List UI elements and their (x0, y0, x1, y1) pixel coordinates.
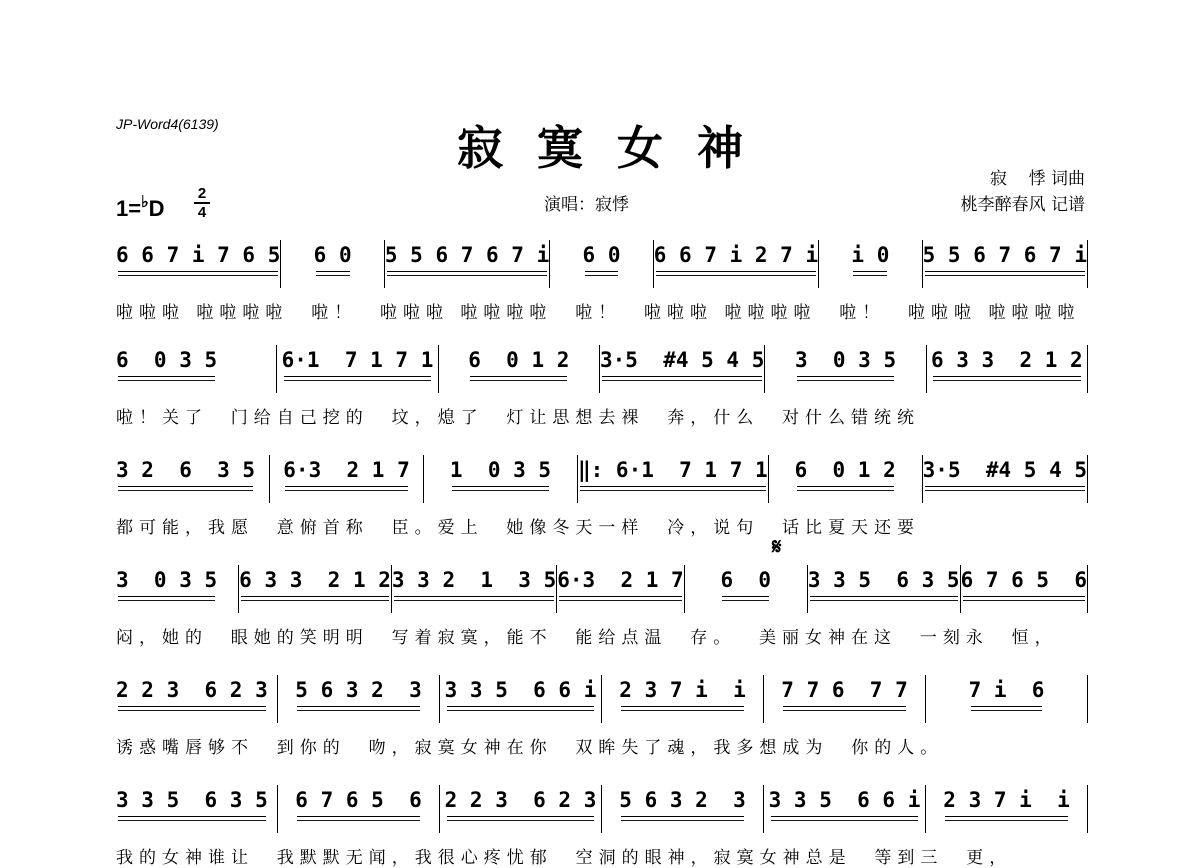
measure (439, 675, 601, 723)
measure-notes: 3 0 3 5 (795, 345, 896, 375)
measure (439, 785, 601, 833)
measure-notes: 6 3 3 2 1 2 (931, 345, 1083, 375)
notation-line (116, 675, 1088, 723)
measure-notes: 5 6 3 2 3 (295, 675, 421, 705)
lyrics-line: 我的女神谁让 我默默无闻，我很心疼忧郁 空洞的眼神，寂寞女神总是 等到三 更， (116, 848, 1013, 868)
lyrics-line: 啦！关了 门给自己挖的 坟，熄了 灯让思想去裸 奔，什么 对什么错统统 (116, 408, 921, 428)
measure-notes: 5 5 6 7 6 7 i (923, 240, 1087, 270)
key-prefix: 1= (116, 196, 142, 221)
measure-notes: i 0 (851, 240, 889, 270)
measure (926, 345, 1088, 393)
segno-symbol: 𝄋 (772, 535, 782, 560)
measure-notes: 6·3 2 1 7 (557, 565, 683, 595)
measure (116, 785, 277, 833)
measure (391, 565, 556, 613)
measure (684, 565, 807, 613)
measure-notes: 5 6 3 2 3 (619, 785, 745, 815)
lyricist-composer-credit: 寂 悸 词曲 (989, 169, 1085, 189)
measure (116, 240, 280, 288)
key-signature (116, 192, 165, 222)
time-signature (194, 186, 210, 220)
measure-notes: 2 2 3 6 2 3 (116, 675, 268, 705)
measure (577, 455, 768, 503)
measure-notes: 6 0 (720, 565, 771, 595)
notation-line (116, 240, 1088, 288)
notation-line (116, 345, 1088, 393)
measure (280, 240, 384, 288)
measure-notes: 6·3 2 1 7 (283, 455, 409, 485)
lyrics-line: 啦啦啦 啦啦啦啦 啦！ 啦啦啦 啦啦啦啦 啦！ 啦啦啦 啦啦啦啦 啦！ 啦啦啦 啦啦啦啦 (116, 303, 1081, 323)
measure (549, 240, 653, 288)
measure-notes: 3·5 #4 5 4 5 (923, 455, 1087, 485)
notation-line (116, 785, 1088, 833)
measure-notes: 3 0 3 5 (116, 565, 217, 595)
key-note: D (148, 196, 165, 221)
measure (116, 345, 276, 393)
measure-notes: 6 7 6 5 6 (295, 785, 421, 815)
notation-line (116, 455, 1088, 503)
measure (768, 455, 922, 503)
measure (960, 565, 1088, 613)
lyrics-line: 诱惑嘴唇够不 到你的 吻，寂寞女神在你 双眸失了魂，我多想成为 你的人。 (116, 738, 944, 758)
measure-notes: 6 6 7 i 2 7 i (654, 240, 818, 270)
transcriber-credit: 桃李醉春风 记谱 (960, 195, 1085, 215)
measure-notes: 3 3 5 6 3 5 (116, 785, 268, 815)
measure (818, 240, 922, 288)
measure-notes: 3 3 2 1 3 5 (392, 565, 556, 595)
measure (438, 345, 599, 393)
measure (599, 345, 764, 393)
measure-notes: 3 2 6 3 5 (116, 455, 255, 485)
measure-notes: 6 7 6 5 6 (961, 565, 1087, 595)
measure-notes: 3 3 5 6 3 5 (808, 565, 960, 595)
measure (807, 565, 960, 613)
measure (763, 675, 925, 723)
measure (277, 675, 439, 723)
measure-notes: 6 0 1 2 (468, 345, 569, 375)
time-signature-bottom: 4 (197, 204, 207, 221)
measure-notes: 6 6 7 i 7 6 5 (116, 240, 280, 270)
measure-notes: 2 3 7 i i (943, 785, 1069, 815)
measure (116, 675, 277, 723)
time-signature-top: 2 (197, 185, 207, 202)
measure (763, 785, 925, 833)
measure (277, 785, 439, 833)
flat-symbol: ♭ (141, 194, 149, 211)
measure-notes: 3·5 #4 5 4 5 (600, 345, 764, 375)
measure-notes: 6 3 3 2 1 2 (239, 565, 391, 595)
measure-notes: 2 3 7 i i (619, 675, 745, 705)
measure-notes: 3 3 5 6 6 i (445, 675, 597, 705)
measure-notes: 6·1 7 1 7 1 (282, 345, 434, 375)
measure-notes: 6 0 1 2 (795, 455, 896, 485)
measure (601, 675, 763, 723)
singer-credit: 演唱：寂悸 (544, 195, 629, 215)
measure-notes: ‖: 6·1 7 1 7 1 (578, 455, 768, 485)
measure (922, 455, 1088, 503)
source-label: JP-Word4(6139) (116, 116, 219, 132)
measure (601, 785, 763, 833)
measure (556, 565, 683, 613)
measure (925, 675, 1088, 723)
measure (116, 565, 238, 613)
measure-notes: 1 0 3 5 (450, 455, 551, 485)
measure-notes: 6 0 (314, 240, 352, 270)
lyrics-line: 闷，她的 眼她的笑明明 写着寂寞，能不 能给点温 存。 美丽女神在这 一刻永 恒， (116, 628, 1058, 648)
measure (276, 345, 437, 393)
measure (925, 785, 1088, 833)
measure (238, 565, 391, 613)
measure-notes: 7 i 6 (969, 675, 1045, 705)
measure (764, 345, 925, 393)
measure (423, 455, 577, 503)
measure-notes: 7 7 6 7 7 (781, 675, 907, 705)
lyrics-line: 都可能，我愿 意俯首称 臣。爱上 她像冬天一样 冷，说句 话比夏天还要 (116, 518, 921, 538)
measure-notes: 2 2 3 6 2 3 (445, 785, 597, 815)
measure-notes: 3 3 5 6 6 i (769, 785, 921, 815)
measure (116, 455, 269, 503)
measure-notes: 5 5 6 7 6 7 i (385, 240, 549, 270)
measure-notes: 6 0 3 5 (116, 345, 217, 375)
measure (653, 240, 818, 288)
measure (384, 240, 549, 288)
notation-line (116, 565, 1088, 613)
measure-notes: 6 0 (583, 240, 621, 270)
song-title: 寂寞女神 (457, 121, 777, 175)
measure (922, 240, 1088, 288)
measure (269, 455, 423, 503)
